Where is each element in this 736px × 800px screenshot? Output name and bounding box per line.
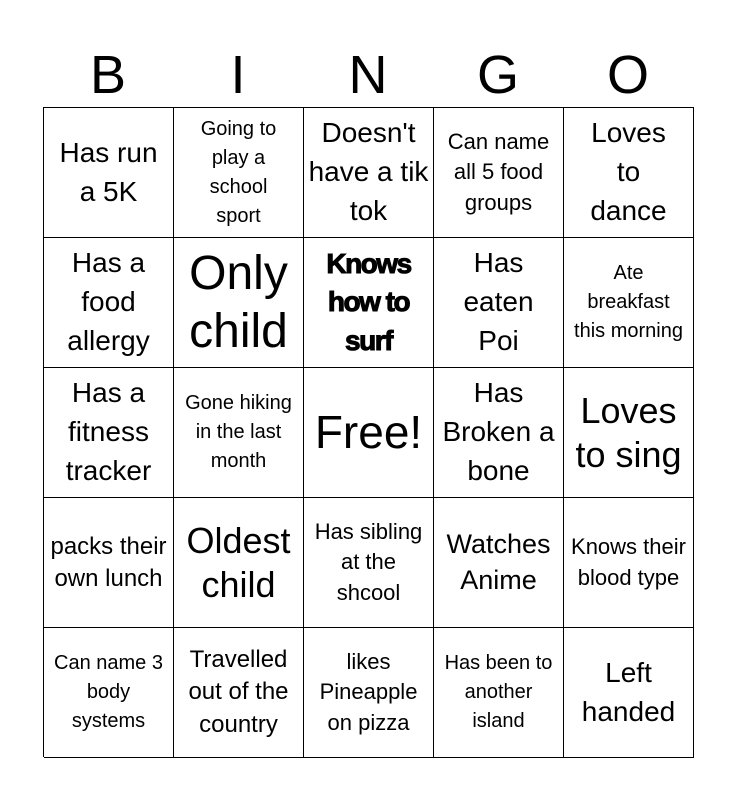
cell-text: Oldest child bbox=[186, 520, 291, 605]
bingo-header bbox=[43, 38, 693, 108]
free-space-text: Free! bbox=[314, 406, 423, 459]
bingo-cell-g2[interactable] bbox=[434, 238, 564, 368]
cell-text: Ate breakfast this morning bbox=[574, 262, 683, 342]
cell-text: Gone hiking in the last month bbox=[185, 392, 292, 472]
header-letter-b: B bbox=[89, 45, 127, 105]
bingo-cell-b2[interactable] bbox=[44, 238, 174, 368]
cell-text: Has eaten Poi bbox=[463, 247, 534, 356]
bingo-cell-g5[interactable] bbox=[434, 628, 564, 758]
bingo-cell-o1[interactable] bbox=[564, 108, 694, 238]
cell-text: Watches Anime bbox=[446, 528, 551, 595]
bingo-cell-n5[interactable] bbox=[304, 628, 434, 758]
cell-text: packs their own lunch bbox=[50, 533, 167, 592]
cell-text: Left handed bbox=[581, 656, 676, 727]
cell-text: Has run a 5K bbox=[59, 136, 158, 207]
bingo-cell-g3[interactable] bbox=[434, 368, 564, 498]
cell-text: Travelled out of the country bbox=[188, 645, 289, 738]
cell-text: Has sibling at the shcool bbox=[314, 518, 423, 605]
cell-text: Knows their blood type bbox=[571, 534, 686, 590]
cell-text: Has Broken a bone bbox=[442, 377, 555, 486]
bingo-cell-i5[interactable] bbox=[174, 628, 304, 758]
cell-text: Only child bbox=[189, 246, 288, 358]
bingo-cell-b3[interactable] bbox=[44, 368, 174, 498]
cell-text: Doesn't have a tik tok bbox=[308, 117, 429, 226]
bingo-cell-i2[interactable] bbox=[174, 238, 304, 368]
bingo-card-grid bbox=[43, 107, 694, 757]
cell-text: Loves to sing bbox=[575, 390, 682, 475]
cell-text: Has a fitness tracker bbox=[65, 377, 152, 486]
bingo-cell-b5[interactable] bbox=[44, 628, 174, 758]
bingo-cell-o2[interactable] bbox=[564, 238, 694, 368]
bingo-cell-o3[interactable] bbox=[564, 368, 694, 498]
bingo-cell-b4[interactable] bbox=[44, 498, 174, 628]
bingo-cell-o4[interactable] bbox=[564, 498, 694, 628]
bingo-cell-b1[interactable] bbox=[44, 108, 174, 238]
cell-text: Can name 3 body systems bbox=[54, 652, 163, 732]
header-letter-i: I bbox=[230, 45, 246, 105]
bingo-cell-n2[interactable] bbox=[304, 238, 434, 368]
bingo-cell-g1[interactable] bbox=[434, 108, 564, 238]
cell-text: Has been to another island bbox=[444, 652, 553, 732]
bingo-cell-i4[interactable] bbox=[174, 498, 304, 628]
header-letter-g: G bbox=[476, 45, 519, 105]
bingo-cell-g4[interactable] bbox=[434, 498, 564, 628]
cell-text: likes Pineapple on pizza bbox=[319, 648, 418, 735]
cell-text: Going to play a school sport bbox=[200, 117, 277, 227]
cell-text: Can name all 5 food groups bbox=[447, 128, 550, 215]
bingo-cell-n1[interactable] bbox=[304, 108, 434, 238]
cell-text: Loves to dance bbox=[590, 117, 667, 226]
cell-text: Has a food allergy bbox=[67, 247, 150, 356]
header-letter-n: N bbox=[348, 45, 388, 105]
bingo-cell-n4[interactable] bbox=[304, 498, 434, 628]
cell-text: Knows how to surf bbox=[326, 247, 411, 356]
bingo-cell-o5[interactable] bbox=[564, 628, 694, 758]
bingo-cell-n3[interactable] bbox=[304, 368, 434, 498]
header-letter-o: O bbox=[606, 45, 649, 105]
bingo-cell-i3[interactable] bbox=[174, 368, 304, 498]
bingo-cell-i1[interactable] bbox=[174, 108, 304, 238]
